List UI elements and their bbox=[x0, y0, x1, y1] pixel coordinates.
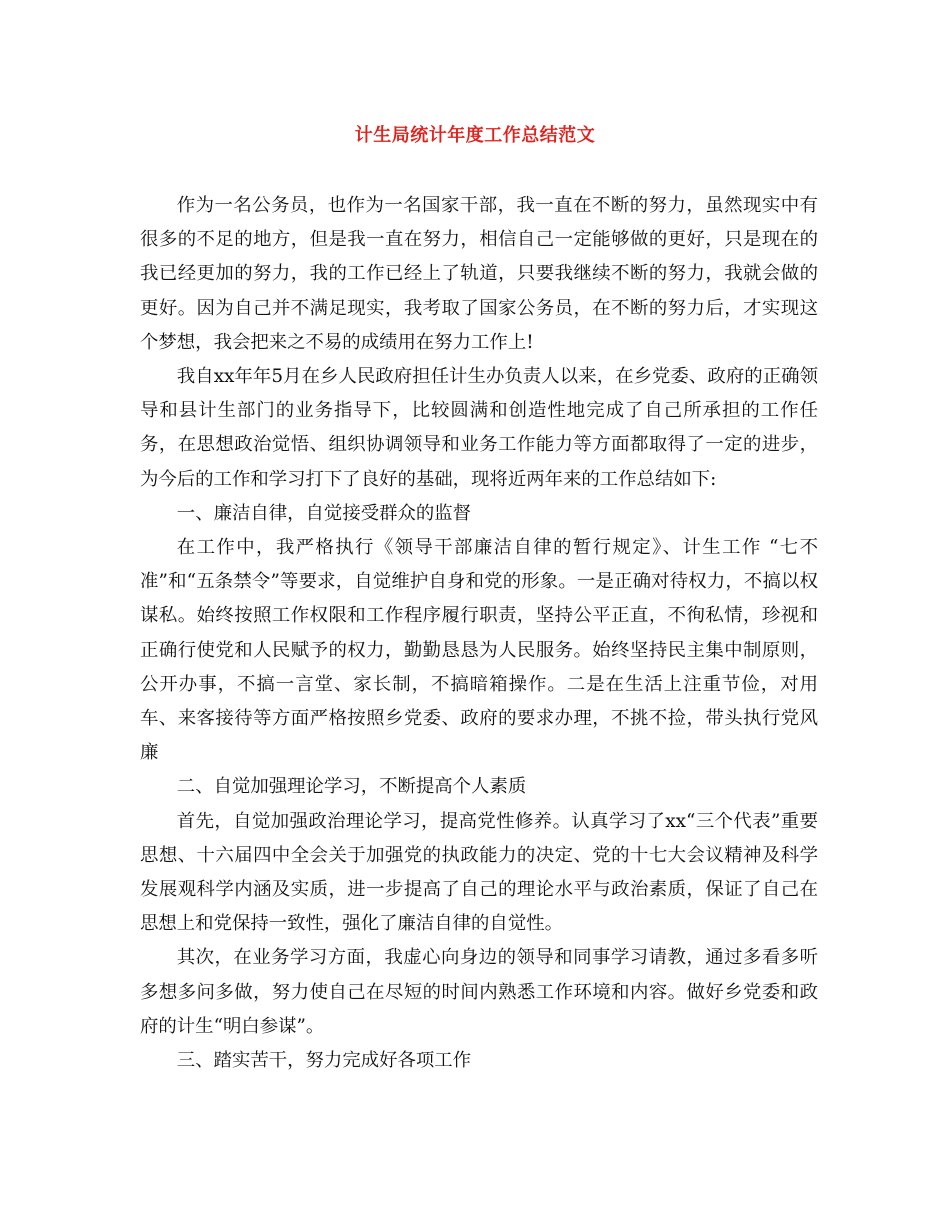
paragraph-integrity: 在工作中，我严格执行《领导干部廉洁自律的暂行规定》、计生工作 “七不准”和“五条禁令”等要求，自觉维护自身和党的形象。一是正确对待权力，不搞以权谋私。始终按照工作权限和工作程序履行职责，坚持公平正直，不徇私情，珍视和正确行使党和人民赋予的权力，勤勤恳恳为人民服务。始终坚持民主集中制原则，公开办事，不搞一言堂、家长制，不搞暗箱操作。二是在生活上注重节俭，对用车、来客接待等方面严格按照乡党委、政府的要求办理，不挑不捡，带头执行党风廉 bbox=[140, 537, 818, 764]
paragraph-business-study: 其次，在业务学习方面，我虚心向身边的领导和同事学习请教，通过多看多听多想多问多做，努力使自己在尽短的时间内熟悉工作环境和内容。做好乡党委和政府的计生“明白参谋”。 bbox=[140, 947, 818, 1037]
document-title: 计生局统计年度工作总结范文 bbox=[354, 125, 596, 146]
section-heading-2: 二、自觉加强理论学习，不断提高个人素质 bbox=[176, 776, 527, 798]
section-heading-3: 三、踏实苦干，努力完成好各项工作 bbox=[176, 1050, 472, 1072]
paragraph-background: 我自xx年年5月在乡人民政府担任计生办负责人以来，在乡党委、政府的正确领导和县计生部门的业务指导下，比较圆满和创造性地完成了自己所承担的工作任务，在思想政治觉悟、组织协调领导和业务工作能力等方面都取得了一定的进步，为今后的工作和学习打下了良好的基础，现将近两年来的工作总结如下: bbox=[140, 366, 818, 490]
paragraph-intro: 作为一名公务员，也作为一名国家干部，我一直在不断的努力，虽然现实中有很多的不足的地方，但是我一直在努力，相信自己一定能够做的更好，只是现在的我已经更加的努力，我的工作已经上了轨道，只要我继续不断的努力，我就会做的更好。因为自己并不满足现实，我考取了国家公务员，在不断的努力后，才实现这个梦想，我会把来之不易的成绩用在努力工作上! bbox=[140, 195, 818, 353]
paragraph-theory-study: 首先，自觉加强政治理论学习，提高党性修养。认真学习了xx“三个代表”重要思想、十六届四中全会关于加强党的执政能力的决定、党的十七大会议精神及科学发展观科学内涵及实质，进一步提高了自己的理论水平与政治素质，保证了自己在思想上和党保持一致性，强化了廉洁自律的自觉性。 bbox=[140, 810, 818, 935]
section-heading-1: 一、廉洁自律，自觉接受群众的监督 bbox=[176, 502, 472, 524]
document-body bbox=[140, 189, 818, 1078]
